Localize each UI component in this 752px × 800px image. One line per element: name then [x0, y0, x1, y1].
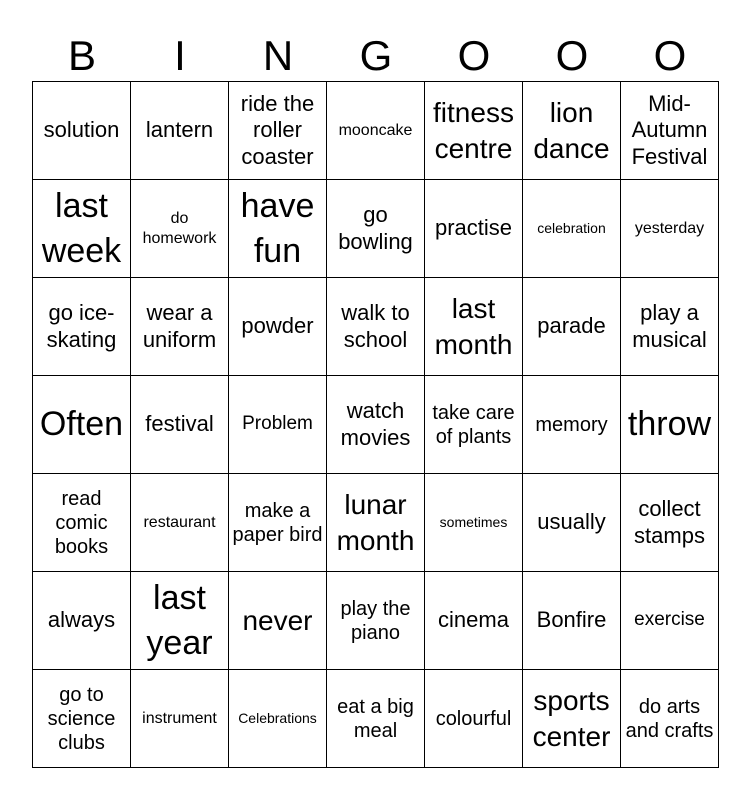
bingo-cell[interactable] — [229, 82, 327, 180]
bingo-cell[interactable] — [327, 376, 425, 474]
bingo-cell[interactable] — [327, 82, 425, 180]
cell-text: lunar month — [336, 488, 415, 556]
bingo-cell[interactable] — [33, 670, 131, 768]
bingo-board — [32, 81, 719, 768]
cell-text: ride the roller coaster — [240, 90, 315, 169]
bingo-cell[interactable] — [327, 670, 425, 768]
cell-text: do arts and crafts — [625, 695, 714, 742]
cell-text: last month — [434, 292, 513, 360]
cell-text: festival — [145, 411, 214, 437]
bingo-cell[interactable] — [33, 376, 131, 474]
bingo-cell[interactable] — [33, 572, 131, 670]
cell-text: yesterday — [634, 219, 705, 237]
bingo-cell[interactable] — [131, 180, 229, 278]
cell-text: throw — [627, 405, 712, 444]
cell-text: do homework — [142, 210, 217, 247]
bingo-cell[interactable] — [131, 82, 229, 180]
cell-text: go to science clubs — [47, 683, 116, 754]
cell-text: cinema — [438, 607, 509, 633]
bingo-cell[interactable] — [131, 474, 229, 572]
cell-text: solution — [43, 117, 120, 143]
bingo-cell[interactable] — [621, 376, 719, 474]
cell-text: watch movies — [340, 398, 411, 450]
bingo-cell[interactable] — [327, 180, 425, 278]
cell-text: celebration — [537, 220, 606, 236]
cell-text: lantern — [145, 117, 214, 143]
bingo-cell[interactable] — [523, 82, 621, 180]
header-letter-n: N — [262, 32, 294, 79]
bingo-cell[interactable] — [523, 572, 621, 670]
header-letter-g: G — [359, 32, 393, 79]
bingo-cell[interactable] — [33, 180, 131, 278]
cell-text: sports center — [532, 684, 611, 752]
bingo-cell[interactable] — [621, 572, 719, 670]
bingo-cell[interactable] — [33, 82, 131, 180]
header-letter-i: I — [174, 32, 186, 79]
bingo-cell[interactable] — [33, 474, 131, 572]
cell-text: have fun — [240, 187, 315, 270]
cell-text: play a musical — [632, 300, 707, 352]
header-letter-o-1: O — [457, 32, 491, 79]
cell-text: go ice-skating — [46, 300, 117, 352]
cell-text: practise — [434, 215, 513, 241]
bingo-cell[interactable] — [523, 474, 621, 572]
bingo-cell[interactable] — [621, 278, 719, 376]
cell-text: mooncake — [338, 121, 413, 139]
cell-text: eat a big meal — [337, 695, 414, 742]
cell-text: always — [47, 607, 116, 633]
cell-text: restaurant — [143, 513, 216, 531]
cell-text: play the piano — [340, 597, 411, 644]
cell-text: Often — [39, 405, 124, 444]
bingo-cell[interactable] — [327, 474, 425, 572]
cell-text: last week — [41, 187, 122, 270]
cell-text: instrument — [142, 709, 217, 727]
cell-text: never — [242, 604, 313, 636]
cell-text: make a paper bird — [232, 499, 323, 546]
cell-text: read comic books — [54, 487, 109, 558]
bingo-cell[interactable] — [621, 474, 719, 572]
cell-text: usually — [537, 509, 606, 535]
bingo-cell[interactable] — [131, 376, 229, 474]
bingo-cell[interactable] — [229, 572, 327, 670]
bingo-cell[interactable] — [523, 376, 621, 474]
cell-text: Problem — [242, 413, 313, 435]
cell-text: go bowling — [338, 202, 413, 254]
bingo-cell[interactable] — [621, 670, 719, 768]
cell-text: sometimes — [439, 514, 508, 530]
cell-text: fitness centre — [433, 96, 514, 164]
bingo-cell[interactable] — [33, 278, 131, 376]
bingo-cell[interactable] — [131, 278, 229, 376]
cell-text: walk to school — [341, 300, 410, 352]
bingo-cell[interactable] — [131, 572, 229, 670]
cell-text: Bonfire — [536, 607, 607, 633]
cell-text: Celebrations — [238, 710, 317, 726]
bingo-cell[interactable] — [229, 278, 327, 376]
cell-text: last year — [146, 579, 213, 662]
cell-text: parade — [537, 313, 606, 339]
cell-text: collect stamps — [634, 496, 705, 548]
bingo-cell[interactable] — [425, 572, 523, 670]
bingo-cell[interactable] — [229, 474, 327, 572]
header-letter-b: B — [67, 32, 96, 79]
bingo-cell[interactable] — [425, 180, 523, 278]
bingo-cell[interactable] — [621, 180, 719, 278]
bingo-cell[interactable] — [523, 278, 621, 376]
bingo-cell[interactable] — [327, 278, 425, 376]
cell-text: memory — [535, 413, 608, 436]
cell-text: take care of plants — [432, 401, 515, 448]
cell-text: Mid-Autumn Festival — [631, 90, 708, 169]
bingo-cell[interactable] — [327, 572, 425, 670]
cell-text: colourful — [435, 707, 512, 730]
bingo-cell[interactable] — [229, 670, 327, 768]
bingo-cell[interactable] — [621, 82, 719, 180]
header-letter-o-2: O — [555, 32, 589, 79]
bingo-cell[interactable] — [229, 376, 327, 474]
bingo-header — [33, 30, 719, 82]
cell-text: wear a uniform — [142, 300, 217, 352]
bingo-cell[interactable] — [425, 376, 523, 474]
bingo-cell[interactable] — [425, 82, 523, 180]
bingo-cell[interactable] — [229, 180, 327, 278]
bingo-cell[interactable] — [131, 670, 229, 768]
bingo-cell[interactable] — [425, 474, 523, 572]
bingo-cell[interactable] — [425, 278, 523, 376]
bingo-cell[interactable] — [425, 670, 523, 768]
cell-text: exercise — [634, 609, 705, 631]
cell-text: lion dance — [533, 96, 610, 164]
bingo-cell[interactable] — [523, 180, 621, 278]
header-letter-o-3: O — [653, 32, 687, 79]
cell-text: powder — [241, 313, 314, 339]
bingo-cell[interactable] — [523, 670, 621, 768]
